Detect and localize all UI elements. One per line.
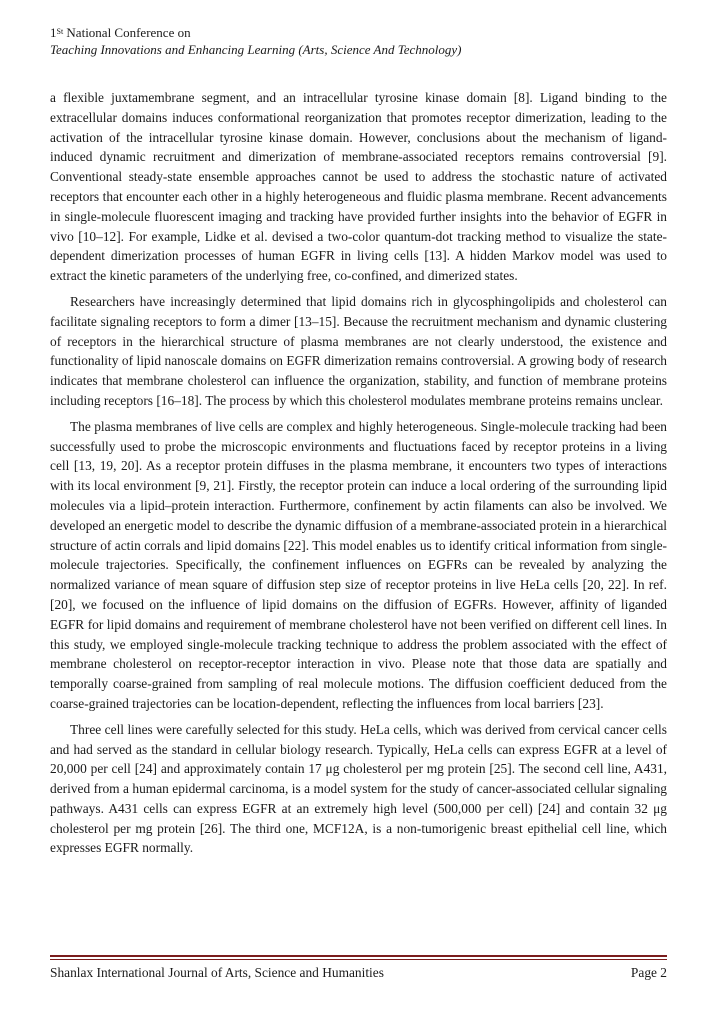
conference-ordinal: 1 <box>50 25 57 40</box>
footer-rule-thin <box>50 959 667 960</box>
paragraph: Three cell lines were carefully selected for this study. HeLa cells, which was derived from cervical cancer cells and had served as the standard in cellular biology research. Typically, HeLa cells can express EGFR at a level of 20,000 per cell [24] and approximately contain 17 μg cholesterol per mg protein [25]. The second cell line, A431, derived from a human epidermal carcinoma, is a model system for the study of cancer-associated cellular signaling pathways. A431 cells can express EGFR at an extremely high level (500,000 per cell) [24] and contain 32 μg cholesterol per mg protein [26]. The third one, MCF12A, is a non-tumorigenic breast epithelial cell line, which expresses EGFR normally. <box>50 721 667 856</box>
page-number: Page 2 <box>630 965 667 980</box>
ordinal-superscript: St <box>56 27 64 36</box>
page-footer <box>50 965 667 981</box>
paragraph: a flexible juxtamembrane segment, and an intracellular tyrosine kinase domain [8]. Ligand binding to the extracellular domains induces conformational reorganization that promotes receptor dimerization, leading to the activation of the intracellular tyrosine kinase domain. However, conclusions about the mechanism of ligand-induced dynamic recruitment and dimerization of membrane-associated receptors remains controversial [9]. Conventional steady-state ensemble approaches cannot be used to address the stochastic nature of activated receptors that encounter each other in a highly heterogeneous and fluidic plasma membrane. Recent advancements in single-molecule fluorescent imaging and tracking have provided further insights into the behavior of EGFR in vivo [10–12]. For example, Lidke et al. devised a two-color quantum-dot tracking method to visualize the state-dependent dimerization processes of human EGFR in living cells [13]. A hidden Markov model was used to extract the kinetic parameters of the underlying free, co-confined, and dimerized states. <box>50 90 667 284</box>
conference-name: National Conference on <box>63 25 191 40</box>
page-header <box>50 24 670 58</box>
paragraph: Researchers have increasingly determined that lipid domains rich in glycosphingolipids and cholesterol can facilitate signaling receptors to form a dimer [13–15]. Because the recruitment mechanism and dynamic clustering of receptors in the hierarchical structure of plasma membranes are not clearly understood, the existence and functionality of lipid nanoscale domains on EGFR dimerization remains controversial. A growing body of research indicates that membrane cholesterol can influence the organization, stability, and function of membrane proteins including receptors [16–18]. The process by which this cholesterol modulates membrane proteins remains unclear. <box>50 293 667 408</box>
conference-title <box>50 24 670 41</box>
journal-name: Shanlax International Journal of Arts, Science and Humanities <box>50 965 384 980</box>
paragraph: The plasma membranes of live cells are complex and highly heterogeneous. Single-molecule tracking had been successfully used to probe the microscopic environments and fluctuations faced by receptor proteins in a living cell [13, 19, 20]. As a receptor protein diffuses in the plasma membrane, it encounters two types of interactions with its local environment [9, 21]. Firstly, the receptor protein can induce a local ordering of the surrounding lipid molecules via a lipid–protein interaction. Furthermore, confinement by actin filaments can also be involved. We developed an energetic model to describe the dynamic diffusion of a membrane-associated protein in a hierarchical structure of actin corrals and lipid domains [22]. This model enables us to identify critical information from single-molecule trajectories. Specifically, the confinement influences on EGFRs can be revealed by analyzing the normalized variance of mean square of diffusion step size of receptor proteins in live HeLa cells [20, 22]. In ref. [20], we focused on the influence of lipid domains on the diffusion of EGFRs. However, affinity of liganded EGFR for lipid domains and requirement of membrane cholesterol have not been verified on different cell lines. In this study, we employed single-molecule tracking technique to address the problem associated with the effect of membrane cholesterol on receptor-receptor interaction in vivo. Please note that those data are spatially and temporally coarse-grained from sampling of real molecule motions. The diffusion coefficient deduced from the coarse-grained trajectories can be location-dependent, reflecting the influences from local barriers [23]. <box>50 418 667 711</box>
footer-rule-thick <box>50 955 667 957</box>
article-body <box>50 88 667 858</box>
conference-subtitle: Teaching Innovations and Enhancing Learning (Arts, Science And Technology) <box>50 42 462 57</box>
